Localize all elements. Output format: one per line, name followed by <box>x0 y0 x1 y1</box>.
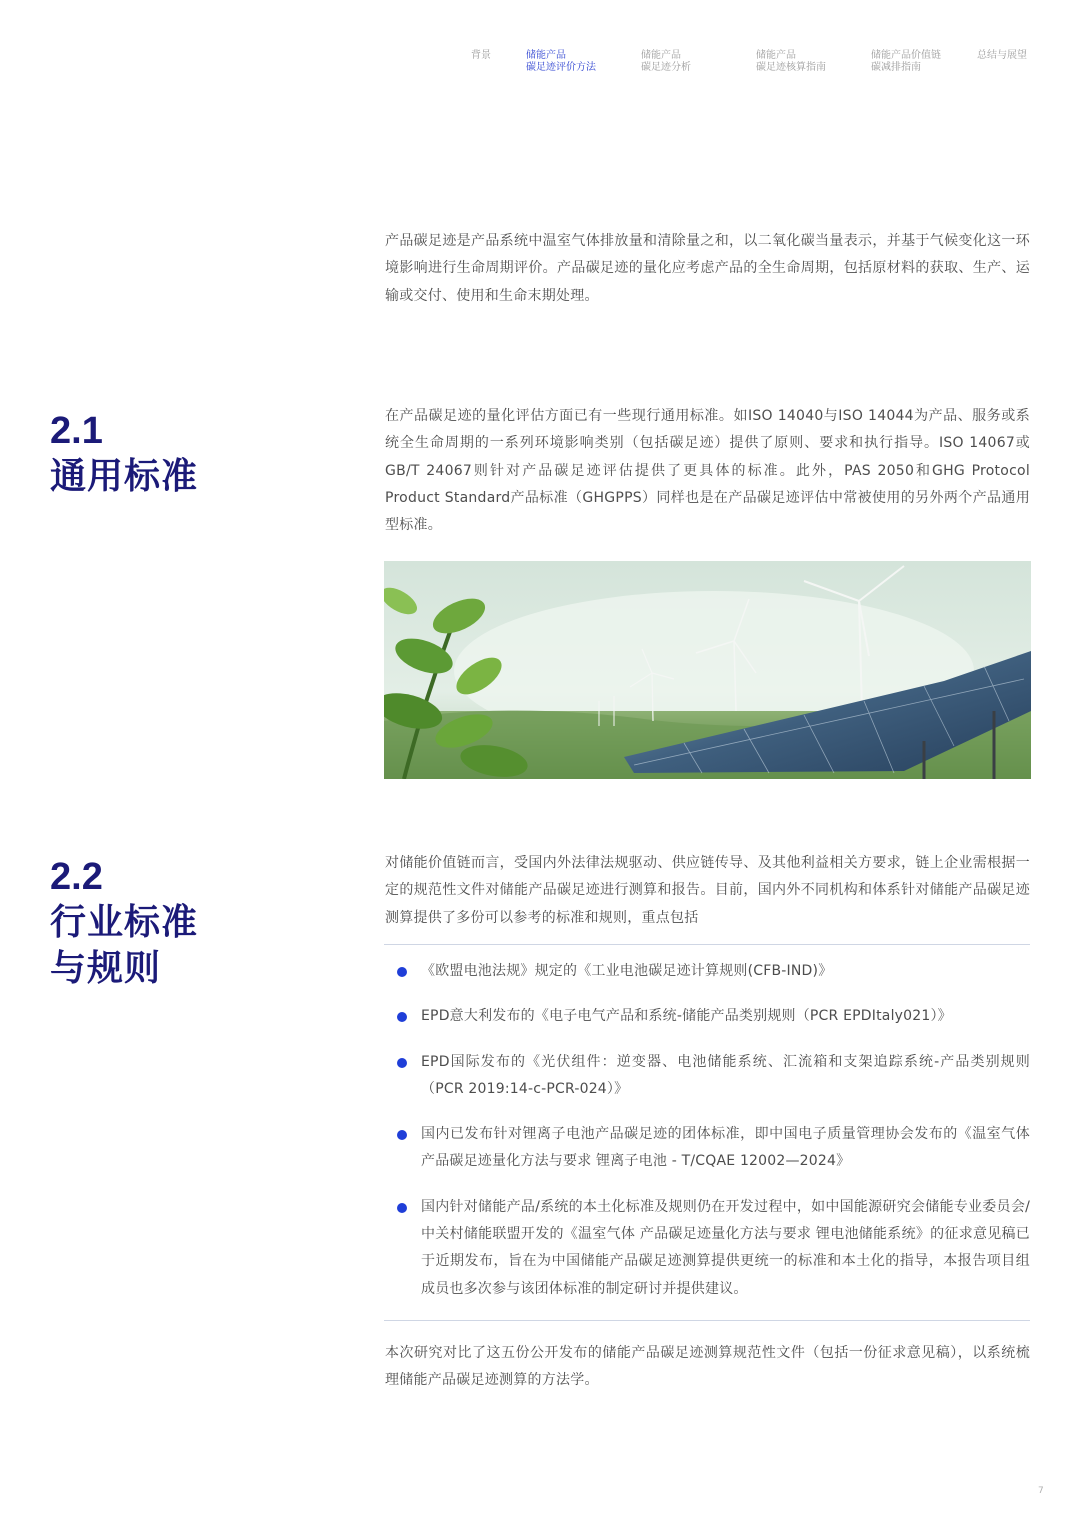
nav-label: 总结与展望 <box>977 50 1027 61</box>
list-item <box>385 1049 1030 1104</box>
list-item <box>385 1121 1030 1176</box>
bullet-icon <box>397 1203 407 1213</box>
section-title-line-1: 行业标准 <box>50 902 199 943</box>
wind-solar-photo <box>384 561 1031 779</box>
section-number: 2.1 <box>50 410 103 452</box>
nav-label: 储能产品 <box>756 50 796 61</box>
page-number: 7 <box>1038 1486 1044 1496</box>
section-title: 通用标准 <box>50 456 199 497</box>
intro-paragraph: 产品碳足迹是产品系统中温室气体排放量和清除量之和，以二氧化碳当量表示，并基于气候变化这一环境影响进行生命周期评价。产品碳足迹的量化应考虑产品的全生命周期，包括原材料的获取、生产、运输或交付、使用和生命末期处理。 <box>385 233 1030 304</box>
nav-item-reduction-guide[interactable] <box>871 50 941 74</box>
section-2-1-body: 在产品碳足迹的量化评估方面已有一些现行通用标准。如ISO 14040与ISO 14044为产品、服务或系统全生命周期的一系列环境影响类别（包括碳足迹）提供了原则、要求和执行指导。ISO 14067或GB/T 24067则针对产品碳足迹评估提供了更具体的标准。此外，PAS 2050和GHG Protocol Product Standard产品标准（GHGPPS）同样也是在产品碳足迹评估中常被使用的另外两个产品通用型标准。 <box>385 408 1030 534</box>
nav-label: 碳足迹分析 <box>641 62 691 73</box>
list-item-text: 国内针对储能产品/系统的本土化标准及规则仍在开发过程中，如中国能源研究会储能专业委员会/中关村储能联盟开发的《温室气体 产品碳足迹量化方法与要求 锂电池储能系统》的征求意见稿已于近期发布，旨在为中国储能产品碳足迹测算提供更统一的标准和本土化的指导，本报告项目组成员也多次参与该团体标准的制定研讨并提供建议。 <box>421 1198 1030 1297</box>
nav-item-evaluation-method[interactable] <box>526 50 596 74</box>
list-item <box>385 1194 1030 1303</box>
list-item-text: EPD国际发布的《光伏组件：逆变器、电池储能系统、汇流箱和支架追踪系统-产品类别规则（PCR 2019:14-c-PCR-024）》 <box>421 1053 1030 1097</box>
closing-paragraph: 本次研究对比了这五份公开发布的储能产品碳足迹测算规范性文件（包括一份征求意见稿），以系统梳理储能产品碳足迹测算的方法学。 <box>385 1345 1030 1389</box>
section-2-2-body: 对储能价值链而言，受国内外法律法规驱动、供应链传导、及其他利益相关方要求，链上企业需根据一定的规范性文件对储能产品碳足迹进行测算和报告。目前，国内外不同机构和体系针对储能产品碳足迹测算提供了多份可以参考的标准和规则，重点包括 <box>385 855 1030 926</box>
list-item <box>385 1003 1030 1030</box>
nav-label: 储能产品 <box>641 50 681 61</box>
nav-item-summary[interactable] <box>977 50 1027 62</box>
bullet-icon <box>397 1130 407 1140</box>
divider <box>384 944 1030 945</box>
nav-label: 背景 <box>471 50 491 61</box>
standards-list <box>385 958 1030 1321</box>
bullet-icon <box>397 967 407 977</box>
nav-label: 碳减排指南 <box>871 62 921 73</box>
list-item-text: 国内已发布针对锂离子电池产品碳足迹的团体标准，即中国电子质量管理协会发布的《温室气体 产品碳足迹量化方法与要求 锂离子电池 - T/CQAE 12002—2024》 <box>421 1126 1030 1170</box>
list-item-text: EPD意大利发布的《电子电气产品和系统-储能产品类别规则（PCR EPDItaly021）》 <box>421 1008 952 1025</box>
section-number: 2.2 <box>50 856 103 898</box>
section-title-line-2: 与规则 <box>50 948 162 989</box>
bullet-icon <box>397 1012 407 1022</box>
bullet-icon <box>397 1058 407 1068</box>
nav-item-footprint-analysis[interactable] <box>641 50 691 74</box>
divider <box>384 1320 1030 1321</box>
nav-item-background[interactable] <box>471 50 491 62</box>
nav-label: 储能产品价值链 <box>871 50 941 61</box>
section-2-1-heading <box>50 408 198 500</box>
nav-label: 碳足迹评价方法 <box>526 62 596 73</box>
nav-item-accounting-guide[interactable] <box>756 50 826 74</box>
list-item-text: 《欧盟电池法规》规定的《工业电池碳足迹计算规则(CFB-IND)》 <box>421 963 833 979</box>
nav-label: 储能产品 <box>526 50 566 61</box>
section-2-2-heading <box>50 854 198 992</box>
nav-label: 碳足迹核算指南 <box>756 62 826 73</box>
list-item <box>385 958 1030 985</box>
